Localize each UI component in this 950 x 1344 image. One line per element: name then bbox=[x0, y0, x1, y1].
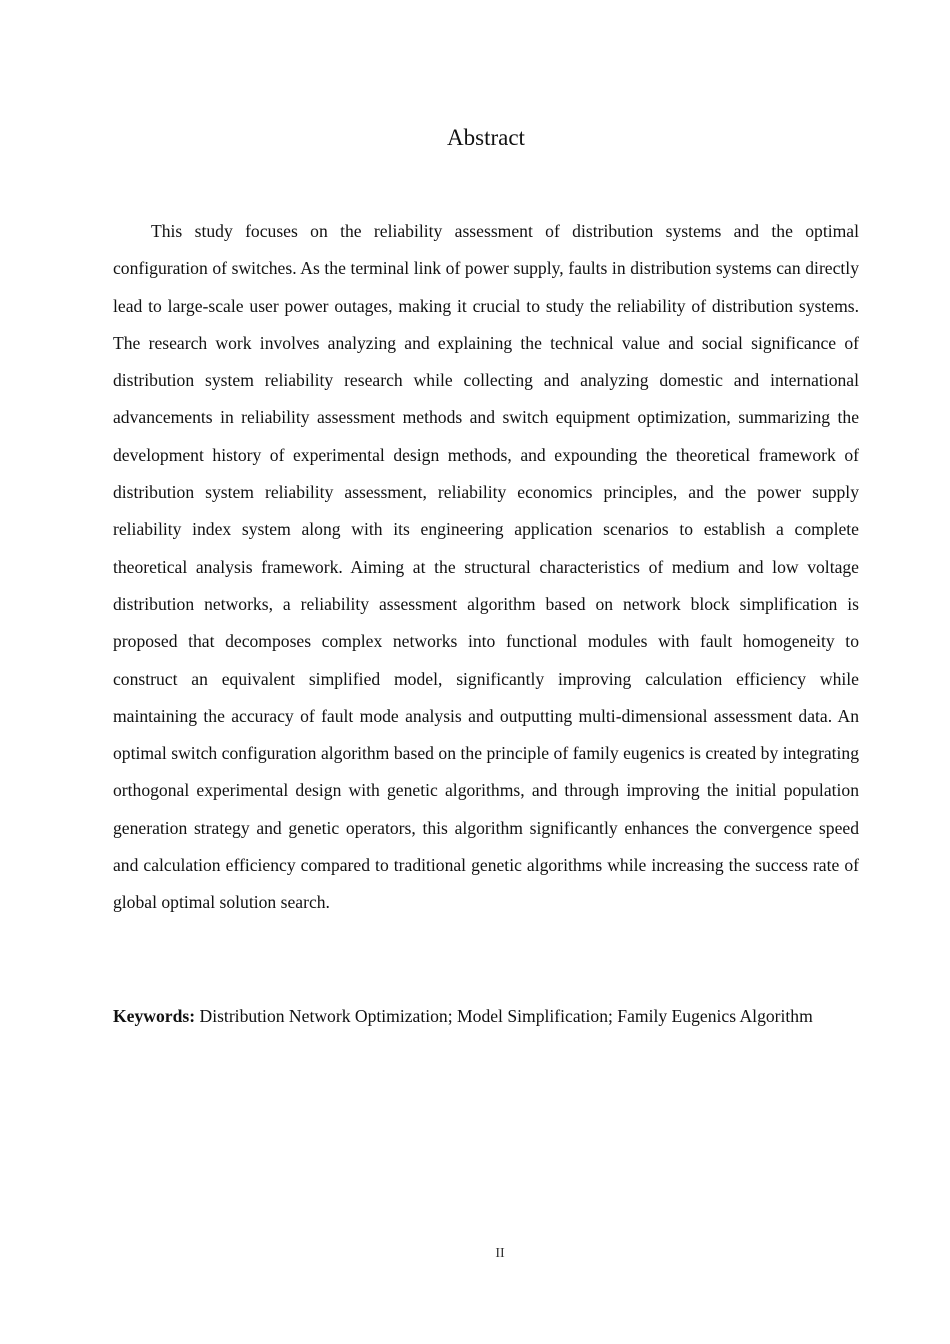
keywords-label: Keywords: bbox=[113, 1006, 196, 1026]
keywords-line bbox=[113, 998, 813, 1035]
keywords-text: Distribution Network Optimization; Model Simplification; Family Eugenics Algorithm bbox=[195, 1006, 813, 1026]
abstract-title: Abstract bbox=[447, 125, 525, 150]
abstract-body: This study focuses on the reliability assessment of distribution systems and the optimal configuration of switches. As the terminal link of power supply, faults in distribution systems can directly lead to large-scale user power outages, making it crucial to study the reliability of distribution systems. The research work involves analyzing and explaining the technical value and social significance of distribution system reliability research while collecting and analyzing domestic and international advancements in reliability assessment methods and switch equipment optimization, summarizing the development history of experimental design methods, and expounding the theoretical framework of distribution system reliability assessment, reliability economics principles, and the power supply reliability index system along with its engineering application scenarios to establish a complete theoretical analysis framework. Aiming at the structural characteristics of medium and low voltage distribution networks, a reliability assessment algorithm based on network block simplification is proposed that decomposes complex networks into functional modules with fault homogeneity to construct an equivalent simplified model, significantly improving calculation efficiency while maintaining the accuracy of fault mode analysis and outputting multi-dimensional assessment data. An optimal switch configuration algorithm based on the principle of family eugenics is created by integrating orthogonal experimental design with genetic algorithms, and through improving the initial population generation strategy and genetic operators, this algorithm significantly enhances the convergence speed and calculation efficiency compared to traditional genetic algorithms while increasing the success rate of global optimal solution search. bbox=[113, 221, 859, 913]
page-number: II bbox=[495, 1246, 505, 1261]
